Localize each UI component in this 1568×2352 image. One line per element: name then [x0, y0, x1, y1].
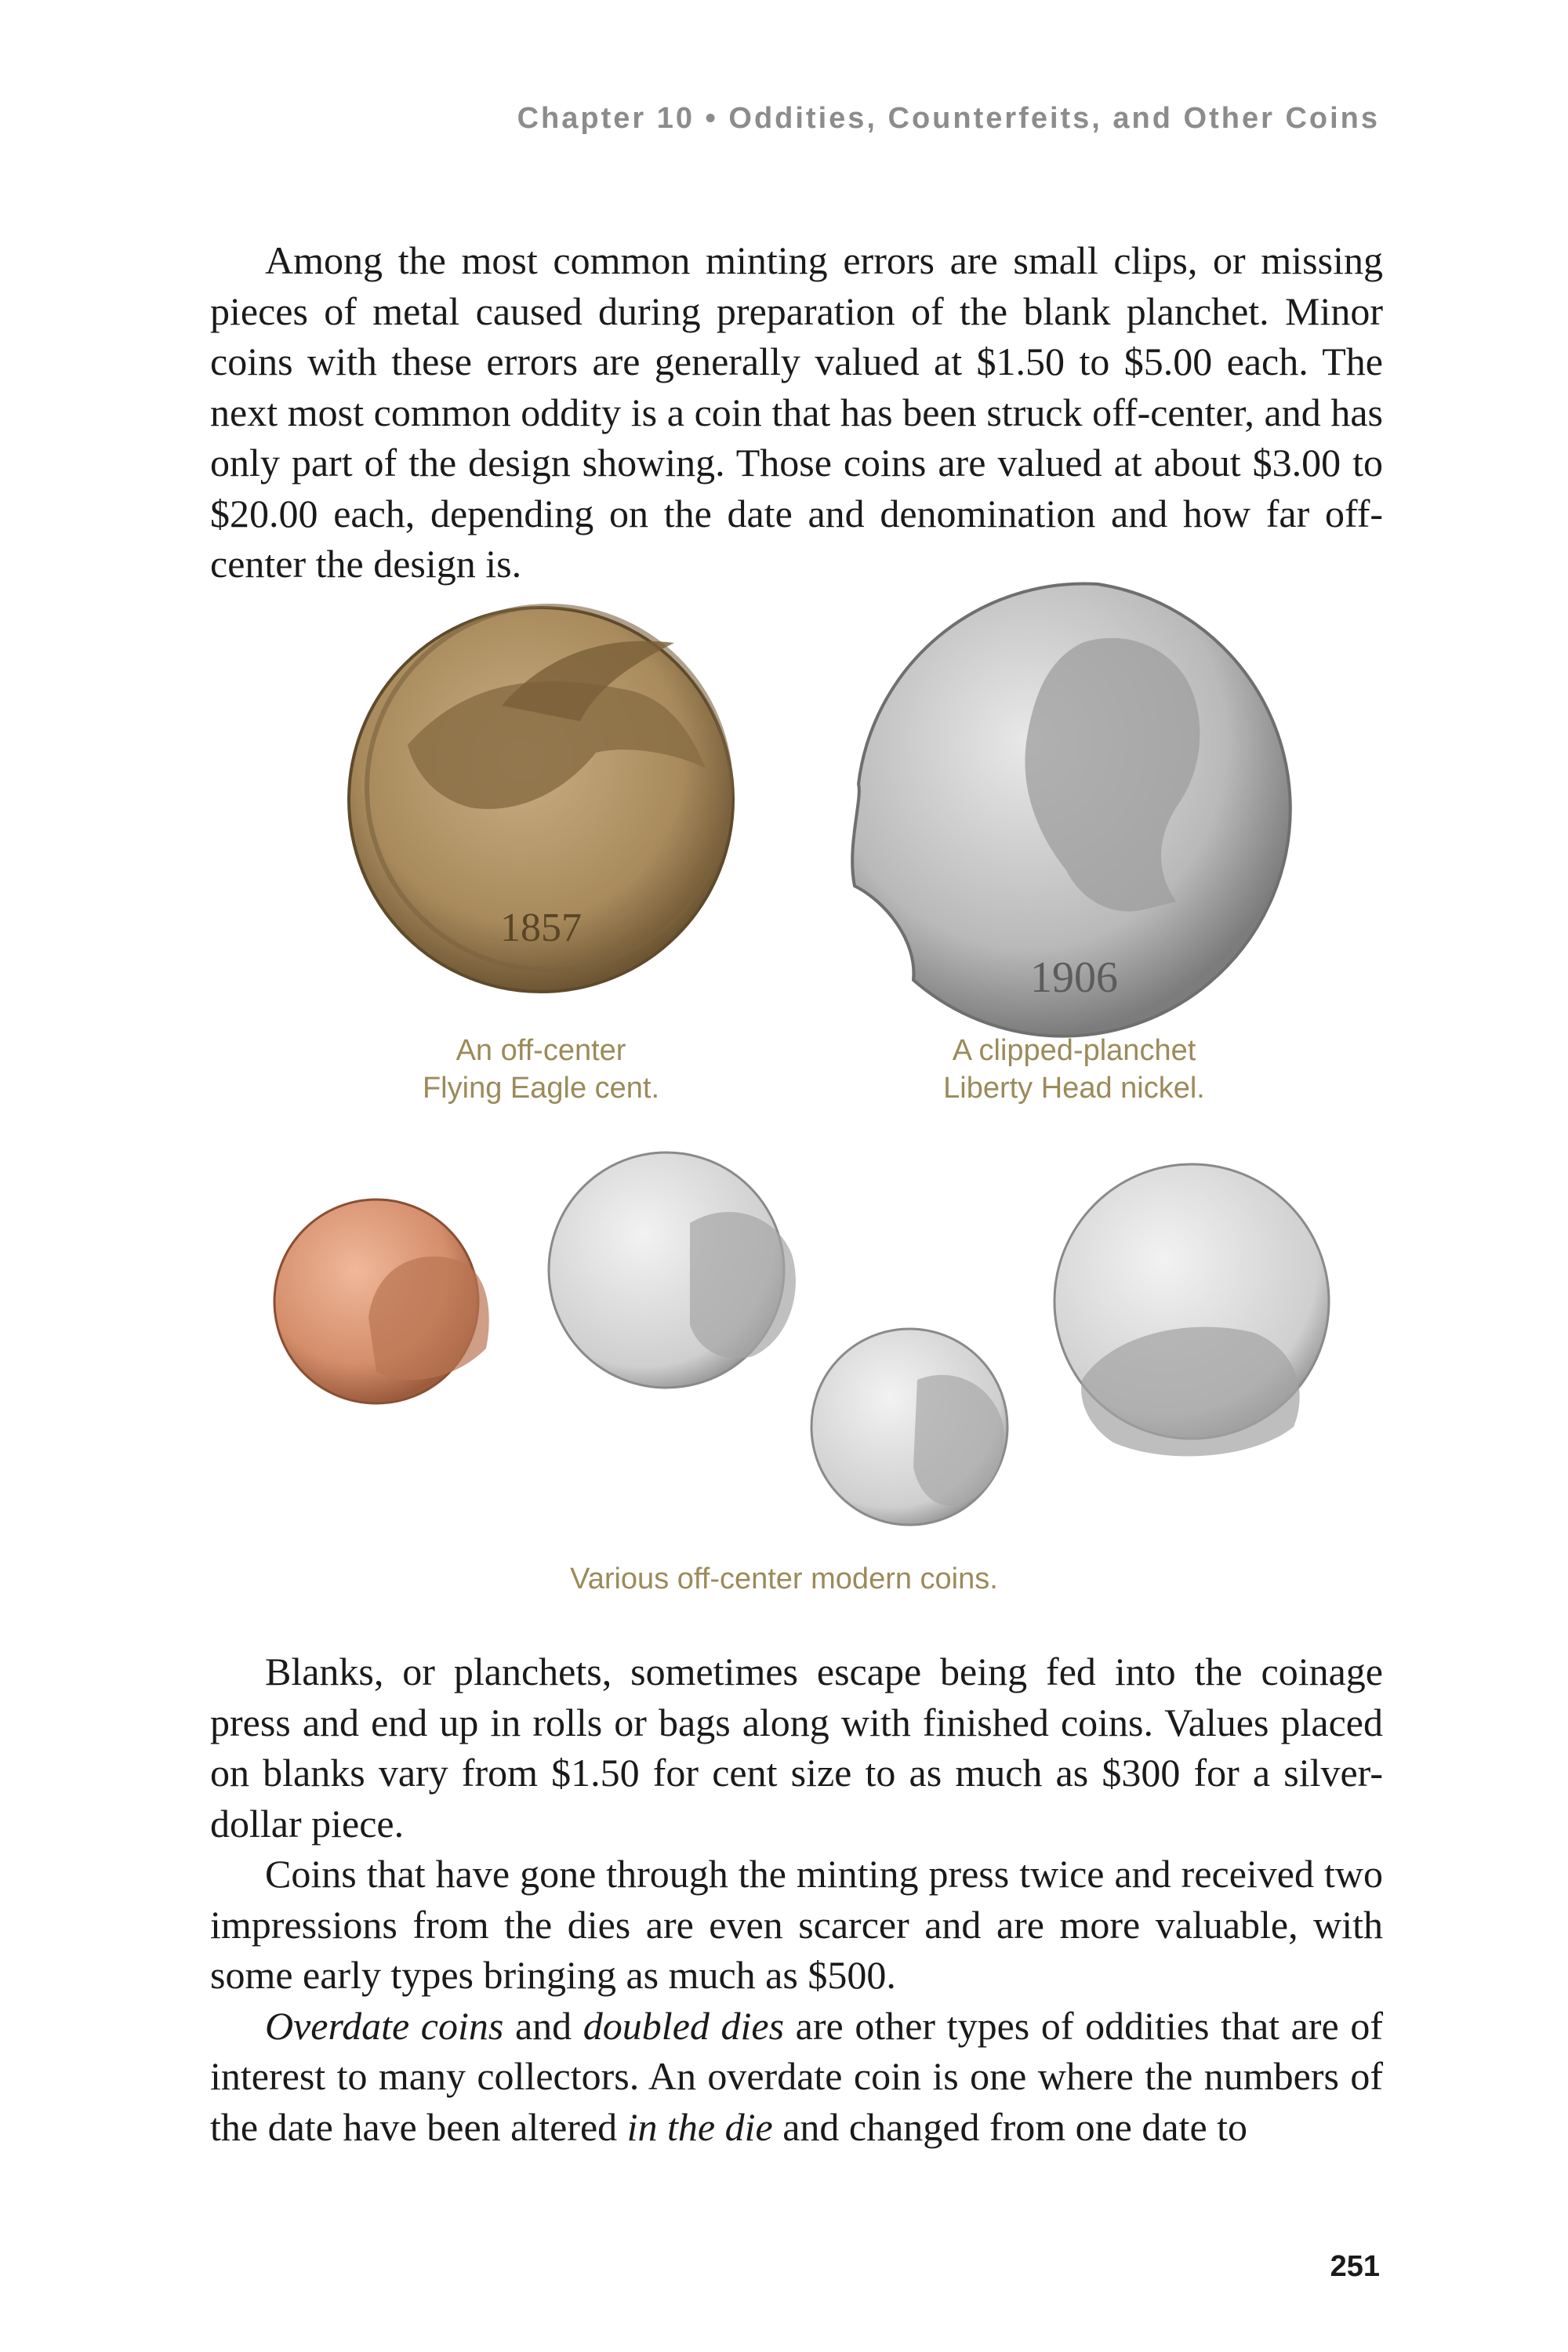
caption-line: An off-center	[456, 1034, 626, 1067]
caption-line: A clipped-planchet	[952, 1034, 1196, 1067]
page-number: 251	[1330, 2250, 1380, 2283]
term-overdate-coins: Overdate coins	[265, 2003, 504, 2048]
caption-flying-eagle-cent	[329, 1032, 753, 1107]
emphasis-in-the-die: in the die	[626, 2104, 773, 2149]
paragraph-double-struck: Coins that have gone through the minting press twice and received two impressions from the dies are even scarcer and are more valuable, with some early types bringing as much as $500.	[210, 1852, 1383, 1997]
text-part1: are other types of oddities that are of interest to many collectors. An overdate coin is one where the numbers of the date have been altered	[210, 2003, 1383, 2149]
caption-line: Flying Eagle cent.	[422, 1072, 660, 1105]
text-part2: and changed from one date to	[772, 2104, 1248, 2149]
nickel-date: 1906	[1030, 953, 1118, 1002]
paragraph-overdates	[210, 2001, 1383, 2153]
caption-line: Liberty Head nickel.	[943, 1072, 1205, 1105]
flying-eagle-cent-image	[349, 606, 733, 992]
running-head: Chapter 10 • Oddities, Counterfeits, and Other Coins	[517, 102, 1380, 135]
liberty-nickel-image	[852, 583, 1368, 1206]
off-center-dime-image	[549, 1152, 796, 1388]
caption-modern-coins: Various off-center modern coins.	[570, 1563, 998, 1595]
off-center-cent-image	[274, 1200, 489, 1403]
eagle-cent-date: 1857	[500, 906, 582, 950]
body-paragraph-block	[210, 1646, 1383, 2152]
term-doubled-dies: doubled dies	[583, 2003, 785, 2048]
off-center-quarter-image	[1054, 1164, 1329, 1456]
text-and: and	[503, 2003, 583, 2048]
caption-liberty-nickel	[847, 1032, 1301, 1107]
paragraph-minting-errors: Among the most common minting errors are small clips, or missing pieces of metal caused during preparation of the blank planchet. Minor coins with these errors are generally valued at $1.50 to $5.00 each. The next most common oddity is a coin that has been struck off-center, and has only part of the design showing. Those coins are valued at about $3.00 to $20.00 each, depending on the date and denomination and how far off-center the design is.	[210, 238, 1383, 586]
paragraph-blanks: Blanks, or planchets, sometimes escape being fed into the coinage press and end up in rolls or bags along with finished coins. Values placed on blanks vary from $1.50 for cent size to as much as $300 for a silver-dollar piece.	[210, 1650, 1383, 1846]
off-center-dime-small-image	[811, 1329, 1007, 1525]
